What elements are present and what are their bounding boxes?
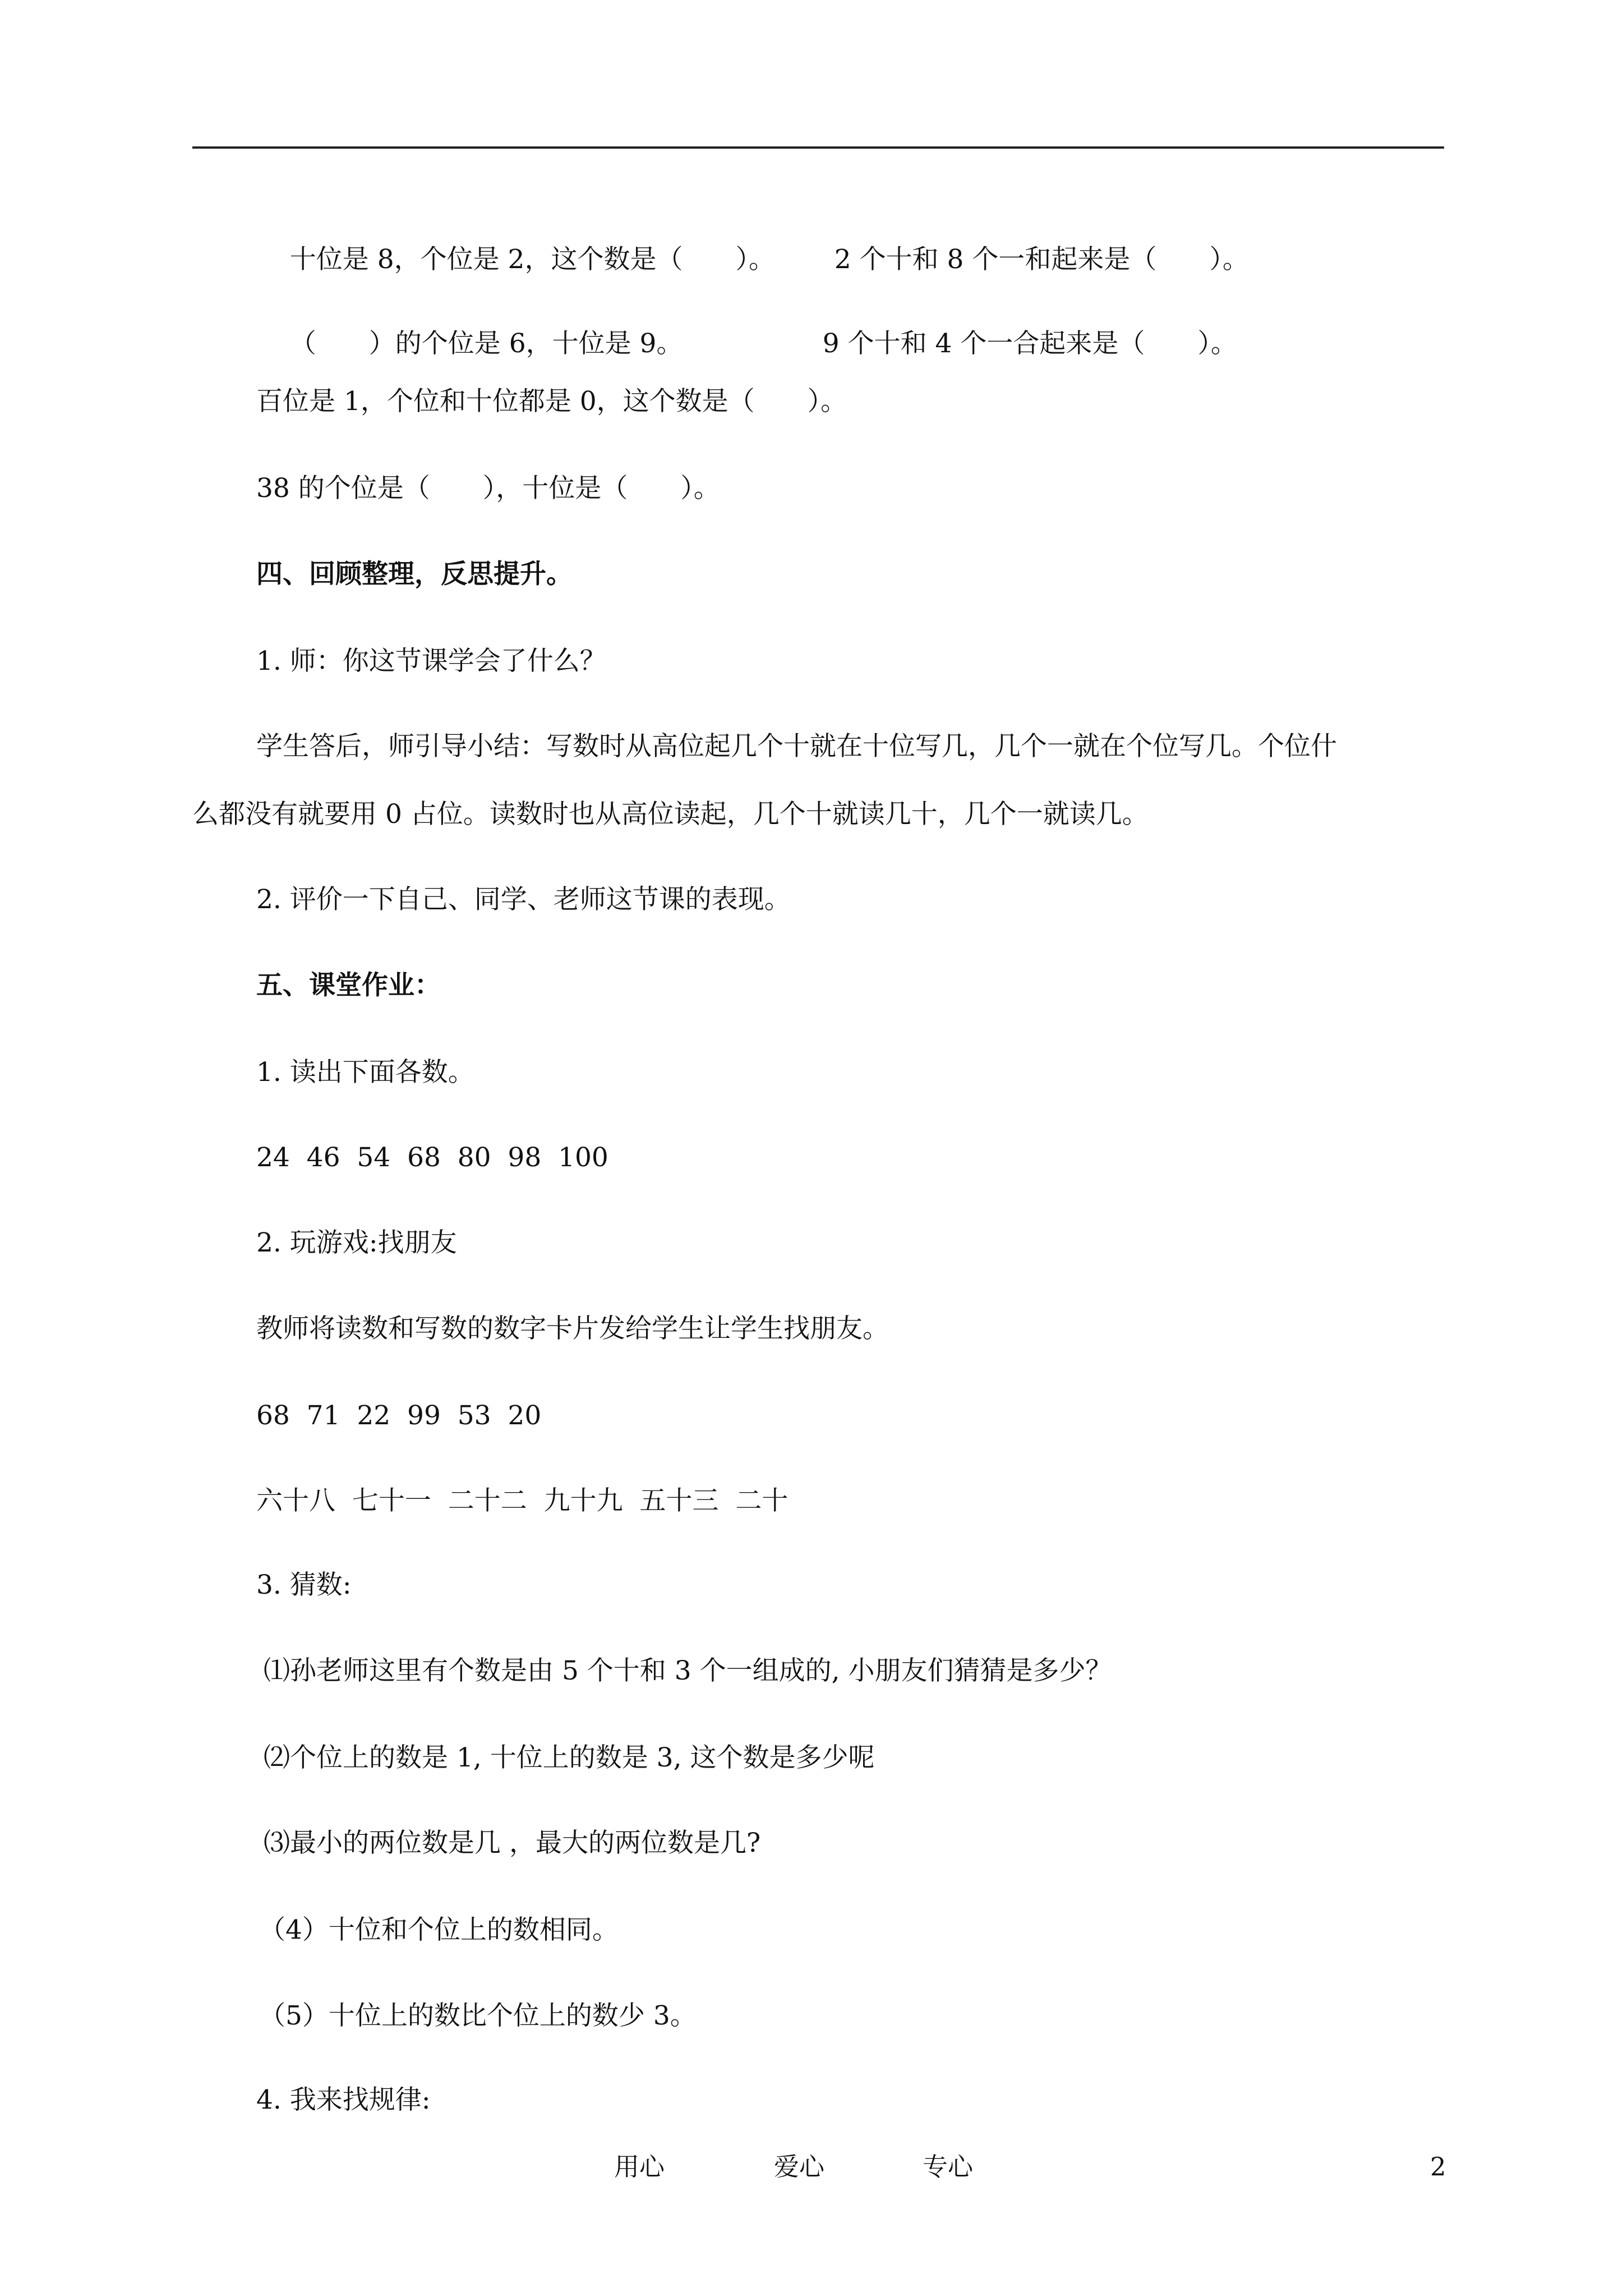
question-3-title: 3. 猜数: [256,1570,352,1600]
fill-blank-line-2 [256,304,683,383]
fill-blank-line-2-right [789,304,1237,383]
question-1-title: 1. 读出下面各数。 [256,1057,474,1088]
section-4-heading: 四、回顾整理，反思提升。 [256,559,573,590]
question-4-title: 4. 我来找规律: [256,2085,431,2115]
question-3-item-4: （4）十位和个位上的数相同。 [259,1915,619,1945]
footer-motto-3: 专心 [923,2152,974,2182]
section-4-item-1: 1. 师：你这节课学会了什么？ [256,646,606,677]
fill-blank-line-4: 38 的个位是（ ），十位是（ ）。 [256,473,720,504]
question-2-description: 教师将读数和写数的数字卡片发给学生让学生找朋友。 [256,1313,889,1344]
section-5-heading: 五、课堂作业： [256,970,441,1001]
header-rule [192,146,1444,149]
question-2-title: 2. 玩游戏:找朋友 [256,1227,457,1258]
question-3-item-2: ⑵个位上的数是 1, 十位上的数是 3, 这个数是多少呢 [264,1742,875,1773]
fill-blank-1b: 2 个十和 8 个一和起来是（ ）。 [834,244,1249,275]
section-4-summary-line-1: 学生答后，师引导小结：写数时从高位起几个十就在十位写几，几个一就在个位写几。个位什 [256,731,1337,762]
question-2-words: 六十八 七十一 二十二 九十九 五十三 二十 [256,1485,789,1516]
question-3-item-1: ⑴孙老师这里有个数是由 5 个十和 3 个一组成的, 小朋友们猜猜是多少？ [264,1655,1112,1686]
question-3-item-3: ⑶最小的两位数是几 ，最大的两位数是几? [264,1828,761,1858]
fill-blank-line-3: 百位是 1，个位和十位都是 0，这个数是（ ）。 [256,386,847,417]
fill-blank-1a: 十位是 8，个位是 2，这个数是（ ）。 [289,244,775,275]
question-1-numbers: 24 46 54 68 80 98 100 [256,1142,608,1173]
question-2-numbers: 68 71 22 99 53 20 [256,1400,542,1431]
fill-blank-2b: 9 个十和 4 个一合起来是（ ）。 [822,328,1237,359]
fill-blank-line-1 [256,220,775,299]
fill-blank-2a: （ ）的个位是 6，十位是 9。 [289,328,683,359]
footer-motto-1: 用心 [614,2152,665,2182]
page-number: 2 [1430,2152,1446,2182]
section-4-summary-line-2: 么都没有就要用 0 占位。读数时也从高位读起，几个十就读几十，几个一就读几。 [192,799,1149,830]
fill-blank-line-1-right [801,220,1249,299]
section-4-item-2: 2. 评价一下自己、同学、老师这节课的表现。 [256,884,791,915]
footer-motto-2: 爱心 [774,2152,825,2182]
question-3-item-5: （5）十位上的数比个位上的数少 3。 [259,2000,697,2031]
